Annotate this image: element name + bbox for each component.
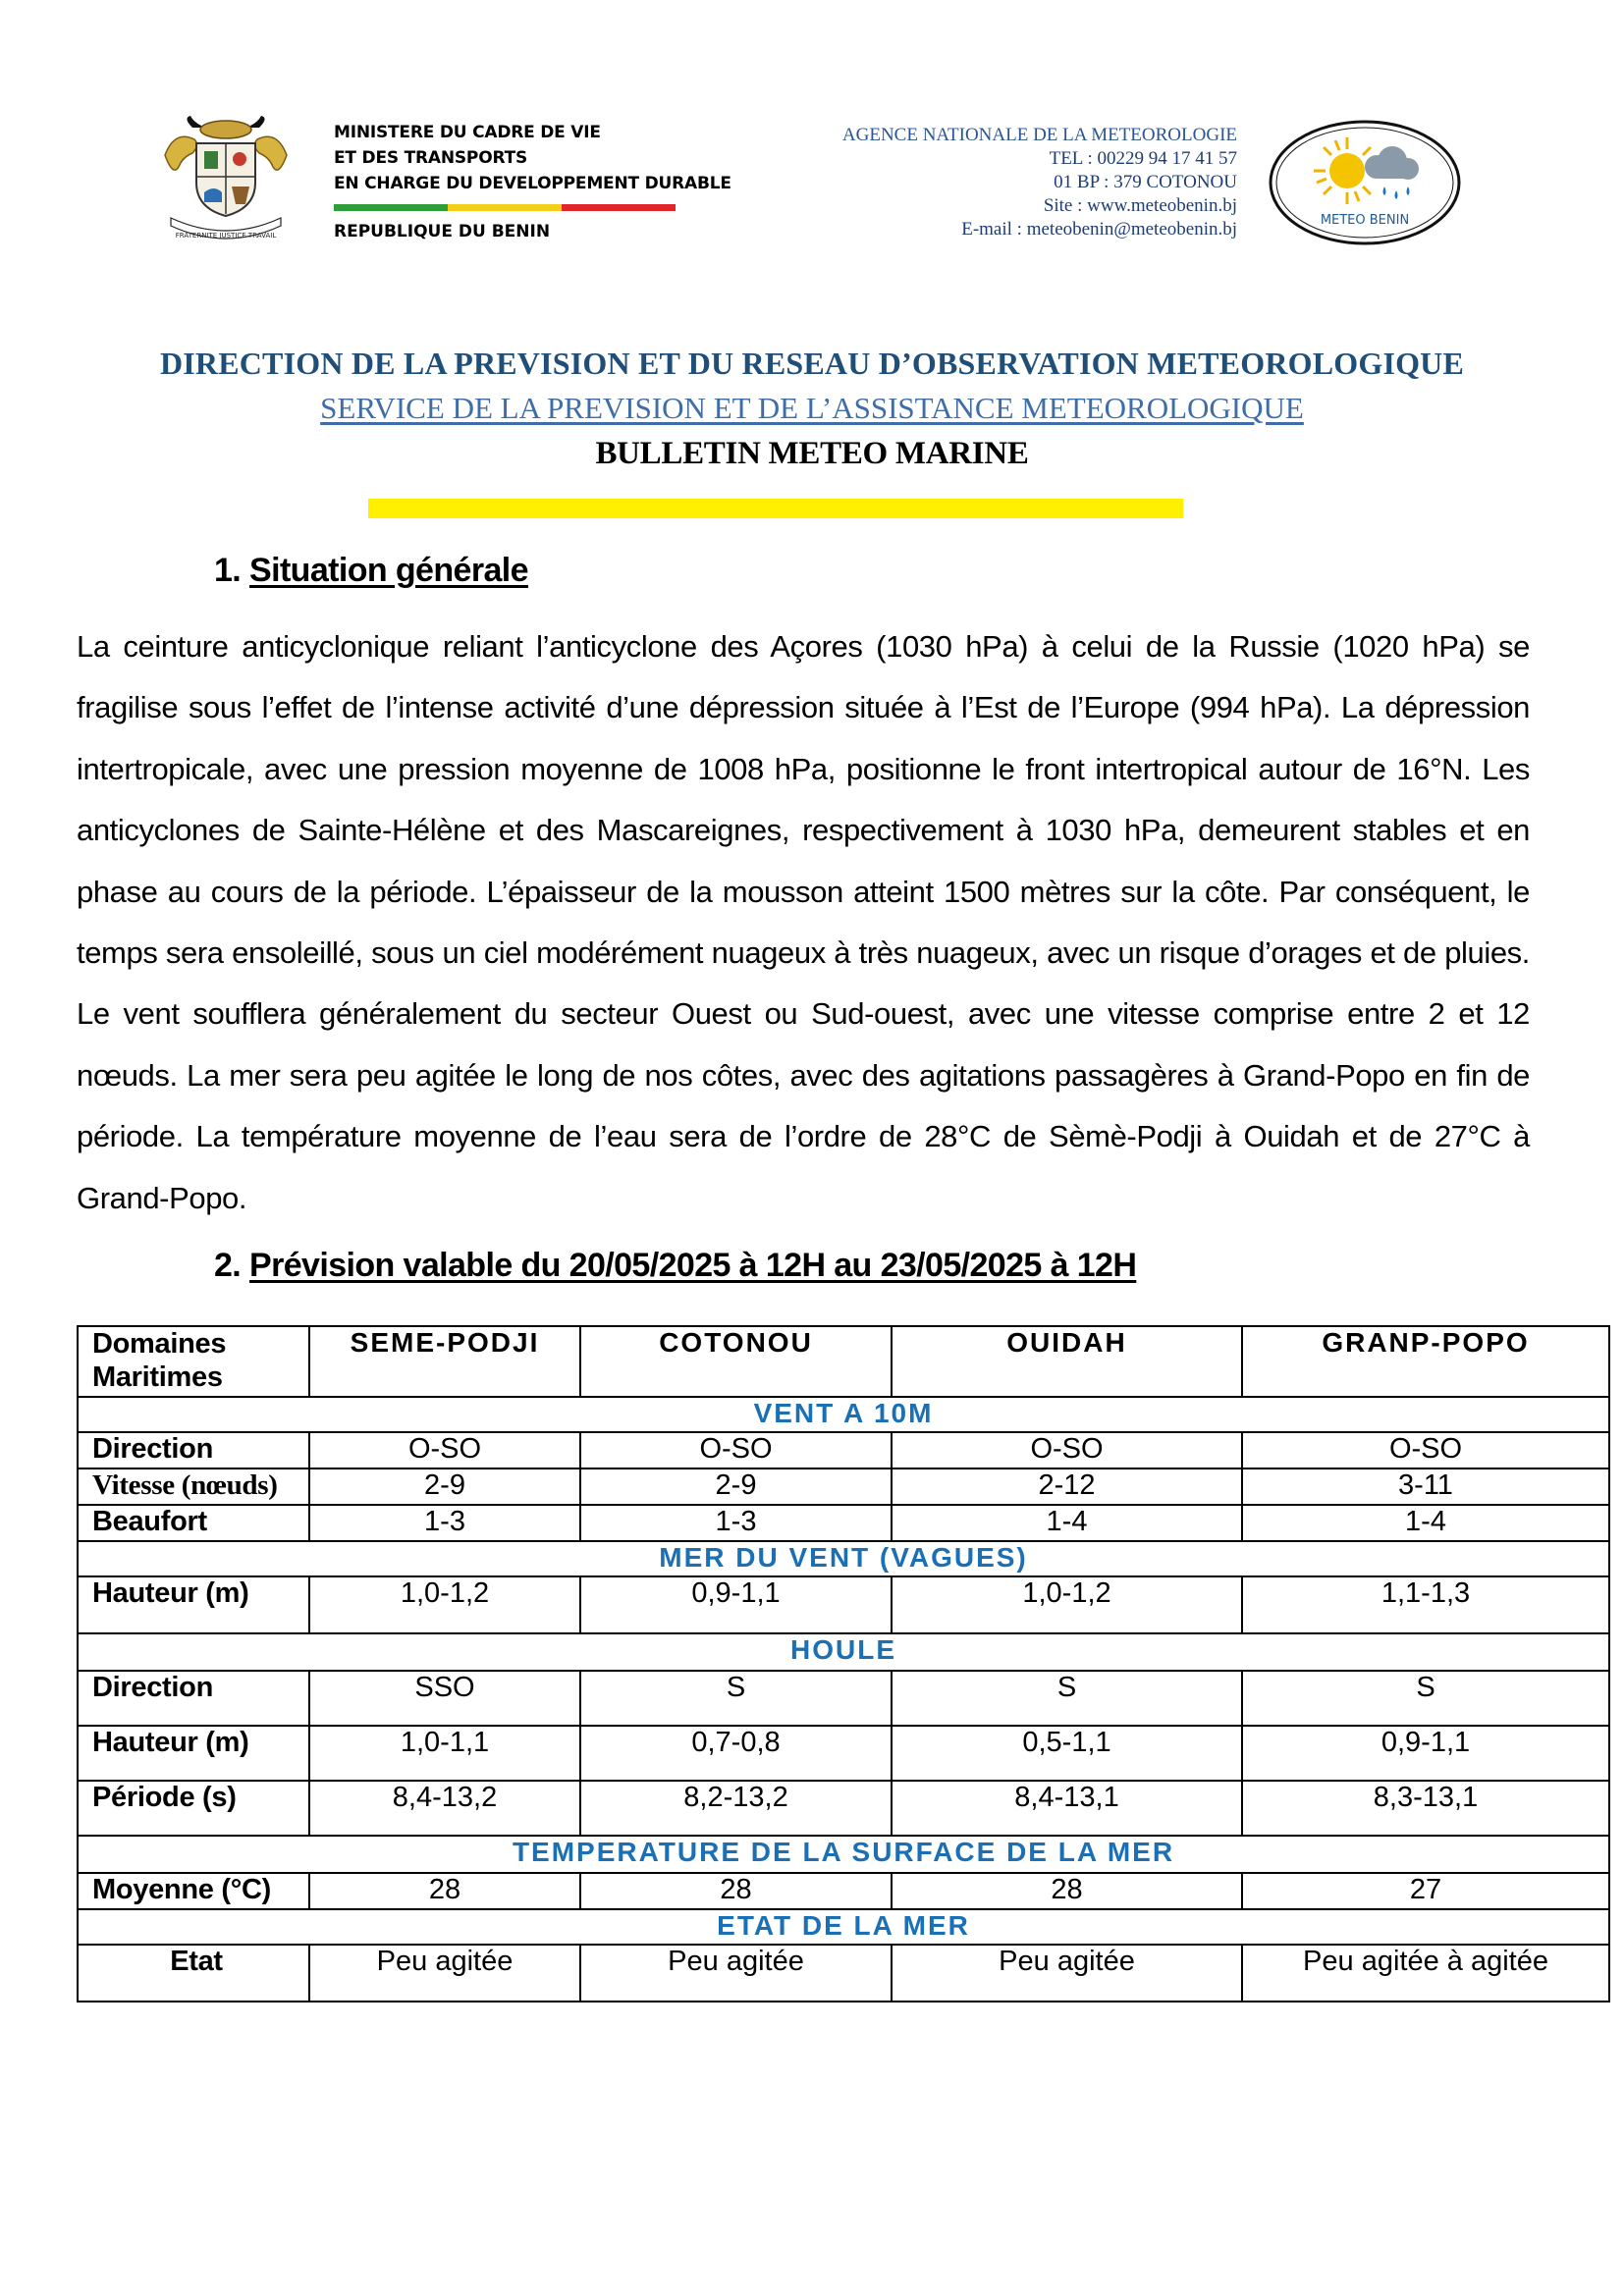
- cell: Peu agitée: [892, 1945, 1242, 2002]
- row-label-houle-hauteur: Hauteur (m): [78, 1726, 309, 1781]
- cell: 3-11: [1242, 1468, 1609, 1505]
- col-cotonou: COTONOU: [580, 1326, 892, 1397]
- cell: 2-12: [892, 1468, 1242, 1505]
- agency-site: Site : www.meteobenin.bj: [1043, 195, 1237, 216]
- flag-red: [562, 204, 676, 211]
- cell: S: [892, 1671, 1242, 1726]
- section-1-title: Situation générale: [249, 552, 528, 589]
- table-row: [78, 1781, 1609, 1836]
- cell: 8,4-13,1: [892, 1781, 1242, 1836]
- flag-color-bar: [334, 204, 676, 211]
- section-temp-label: TEMPERATURE DE LA SURFACE DE LA MER: [78, 1836, 1609, 1873]
- cell: 1,0-1,1: [309, 1726, 580, 1781]
- cell: 28: [580, 1873, 892, 1909]
- bulletin-title: BULLETIN METEO MARINE: [595, 436, 1029, 471]
- cell: Peu agitée: [580, 1945, 892, 2002]
- row-label-houle-direction: Direction: [78, 1671, 309, 1726]
- row-label-etat: Etat: [78, 1945, 309, 2002]
- col-grand-popo: GRANP-POPO: [1242, 1326, 1609, 1397]
- cell: 1,1-1,3: [1242, 1576, 1609, 1633]
- section-houle-label: HOULE: [78, 1633, 1609, 1671]
- col-ouidah: OUIDAH: [892, 1326, 1242, 1397]
- logo-text: METEO BENIN: [1320, 213, 1410, 228]
- meteo-benin-logo-icon: [1267, 118, 1463, 247]
- cell: 0,5-1,1: [892, 1726, 1242, 1781]
- cell: 0,9-1,1: [580, 1576, 892, 1633]
- cell: 2-9: [309, 1468, 580, 1505]
- direction-title: DIRECTION DE LA PREVISION ET DU RESEAU D’OBSERVATION METEOROLOGIQUE: [159, 346, 1465, 381]
- ministry-line-2: ET DES TRANSPORTS: [334, 148, 528, 168]
- coat-motto: FRATERNITE JUSTICE TRAVAIL: [175, 232, 277, 240]
- row-label-vent-beaufort: Beaufort: [78, 1505, 309, 1541]
- section-1-heading: [214, 552, 528, 590]
- row-label-vent-direction: Direction: [78, 1432, 309, 1468]
- republic-label: REPUBLIQUE DU BENIN: [334, 222, 551, 241]
- cell: 1-3: [580, 1505, 892, 1541]
- row-label-mer-hauteur: Hauteur (m): [78, 1576, 309, 1633]
- cell: 28: [309, 1873, 580, 1909]
- cell: 1,0-1,2: [309, 1576, 580, 1633]
- cell: 27: [1242, 1873, 1609, 1909]
- table-header-row: [78, 1326, 1609, 1397]
- table-row: [78, 1576, 1609, 1633]
- section-row-temp: [78, 1836, 1609, 1873]
- col-seme-podji: SEME-PODJI: [309, 1326, 580, 1397]
- cell: Peu agitée à agitée: [1242, 1945, 1609, 2002]
- section-2-number: 2.: [214, 1247, 250, 1284]
- cell: O-SO: [1242, 1432, 1609, 1468]
- agency-bp: 01 BP : 379 COTONOU: [1054, 172, 1237, 192]
- cell: Peu agitée: [309, 1945, 580, 2002]
- cell: 1-3: [309, 1505, 580, 1541]
- ministry-line-3: EN CHARGE DU DEVELOPPEMENT DURABLE: [334, 174, 731, 193]
- section-mer-label: MER DU VENT (VAGUES): [78, 1541, 1609, 1576]
- yellow-highlight-bar: [368, 499, 1183, 518]
- header-domaines: Domaines Maritimes: [78, 1326, 309, 1397]
- section-row-houle: [78, 1633, 1609, 1671]
- agency-contact-block: [766, 124, 1237, 241]
- cell: O-SO: [580, 1432, 892, 1468]
- cell: SSO: [309, 1671, 580, 1726]
- cell: 1,0-1,2: [892, 1576, 1242, 1633]
- table-row: [78, 1671, 1609, 1726]
- row-label-vent-vitesse: Vitesse (nœuds): [78, 1468, 309, 1505]
- table-row: [78, 1945, 1609, 2002]
- row-label-houle-periode: Période (s): [78, 1781, 309, 1836]
- agency-name: AGENCE NATIONALE DE LA METEOROLOGIE: [841, 125, 1237, 145]
- cell: 0,9-1,1: [1242, 1726, 1609, 1781]
- flag-yellow: [448, 204, 562, 211]
- flag-green: [334, 204, 448, 211]
- agency-email: E-mail : meteobenin@meteobenin.bj: [961, 219, 1237, 240]
- section-row-mer: [78, 1541, 1609, 1576]
- table-row: [78, 1468, 1609, 1505]
- situation-paragraph: La ceinture anticyclonique reliant l’anticyclone des Açores (1030 hPa) à celui de la Russie (1020 hPa) se fragilise sous l’effet de l’intense activité d’une dépression située à l’Est de l’Europe (994 hPa). La dépression intertropicale, avec une pression moyenne de 1008 hPa, positionne le front intertropical autour de 16°N. Les anticyclones de Sainte-Hélène et des Mascareignes, respectivement à 1030 hPa, demeurent stables et en phase au cours de la période. L’épaisseur de la mousson atteint 1500 mètres sur la côte. Par conséquent, le temps sera ensoleillé, sous un ciel modérément nuageux à très nuageux, avec un risque d’orages et de pluies. Le vent soufflera généralement du secteur Ouest ou Sud-ouest, avec une vitesse comprise entre 2 et 12 nœuds. La mer sera peu agitée le long de nos côtes, avec des agitations passagères à Grand-Popo en fin de période. La température moyenne de l’eau sera de l’ordre de 28°C de Sèmè-Podji à Ouidah et de 27°C à Grand-Popo.: [77, 629, 1530, 1215]
- section-row-etat: [78, 1909, 1609, 1945]
- cell: O-SO: [309, 1432, 580, 1468]
- cell: 0,7-0,8: [580, 1726, 892, 1781]
- section-row-vent: [78, 1397, 1609, 1432]
- agency-tel: TEL : 00229 94 17 41 57: [1049, 148, 1237, 169]
- section-2-heading: [214, 1247, 1136, 1285]
- service-title: SERVICE DE LA PREVISION ET DE L’ASSISTANCE METEOROLOGIQUE: [320, 391, 1304, 425]
- table-row: [78, 1432, 1609, 1468]
- cell: 2-9: [580, 1468, 892, 1505]
- forecast-table: [77, 1325, 1610, 2002]
- row-label-temp-moyenne: Moyenne (°C): [78, 1873, 309, 1909]
- table-row: [78, 1726, 1609, 1781]
- cell: 1-4: [1242, 1505, 1609, 1541]
- cell: 28: [892, 1873, 1242, 1909]
- section-2-title: Prévision valable du 20/05/2025 à 12H au 23/05/2025 à 12H: [249, 1247, 1137, 1284]
- table-row: [78, 1505, 1609, 1541]
- cell: O-SO: [892, 1432, 1242, 1468]
- cell: S: [580, 1671, 892, 1726]
- ministry-block: [334, 120, 731, 196]
- table-row: [78, 1873, 1609, 1909]
- ministry-line-1: MINISTERE DU CADRE DE VIE: [334, 123, 601, 142]
- section-vent-label: VENT A 10M: [78, 1397, 1609, 1432]
- benin-coat-of-arms-icon: [157, 116, 295, 243]
- cell: S: [1242, 1671, 1609, 1726]
- cell: 8,4-13,2: [309, 1781, 580, 1836]
- cell: 8,2-13,2: [580, 1781, 892, 1836]
- section-1-number: 1.: [214, 552, 250, 589]
- cell: 1-4: [892, 1505, 1242, 1541]
- section-etat-label: ETAT DE LA MER: [78, 1909, 1609, 1945]
- cell: 8,3-13,1: [1242, 1781, 1609, 1836]
